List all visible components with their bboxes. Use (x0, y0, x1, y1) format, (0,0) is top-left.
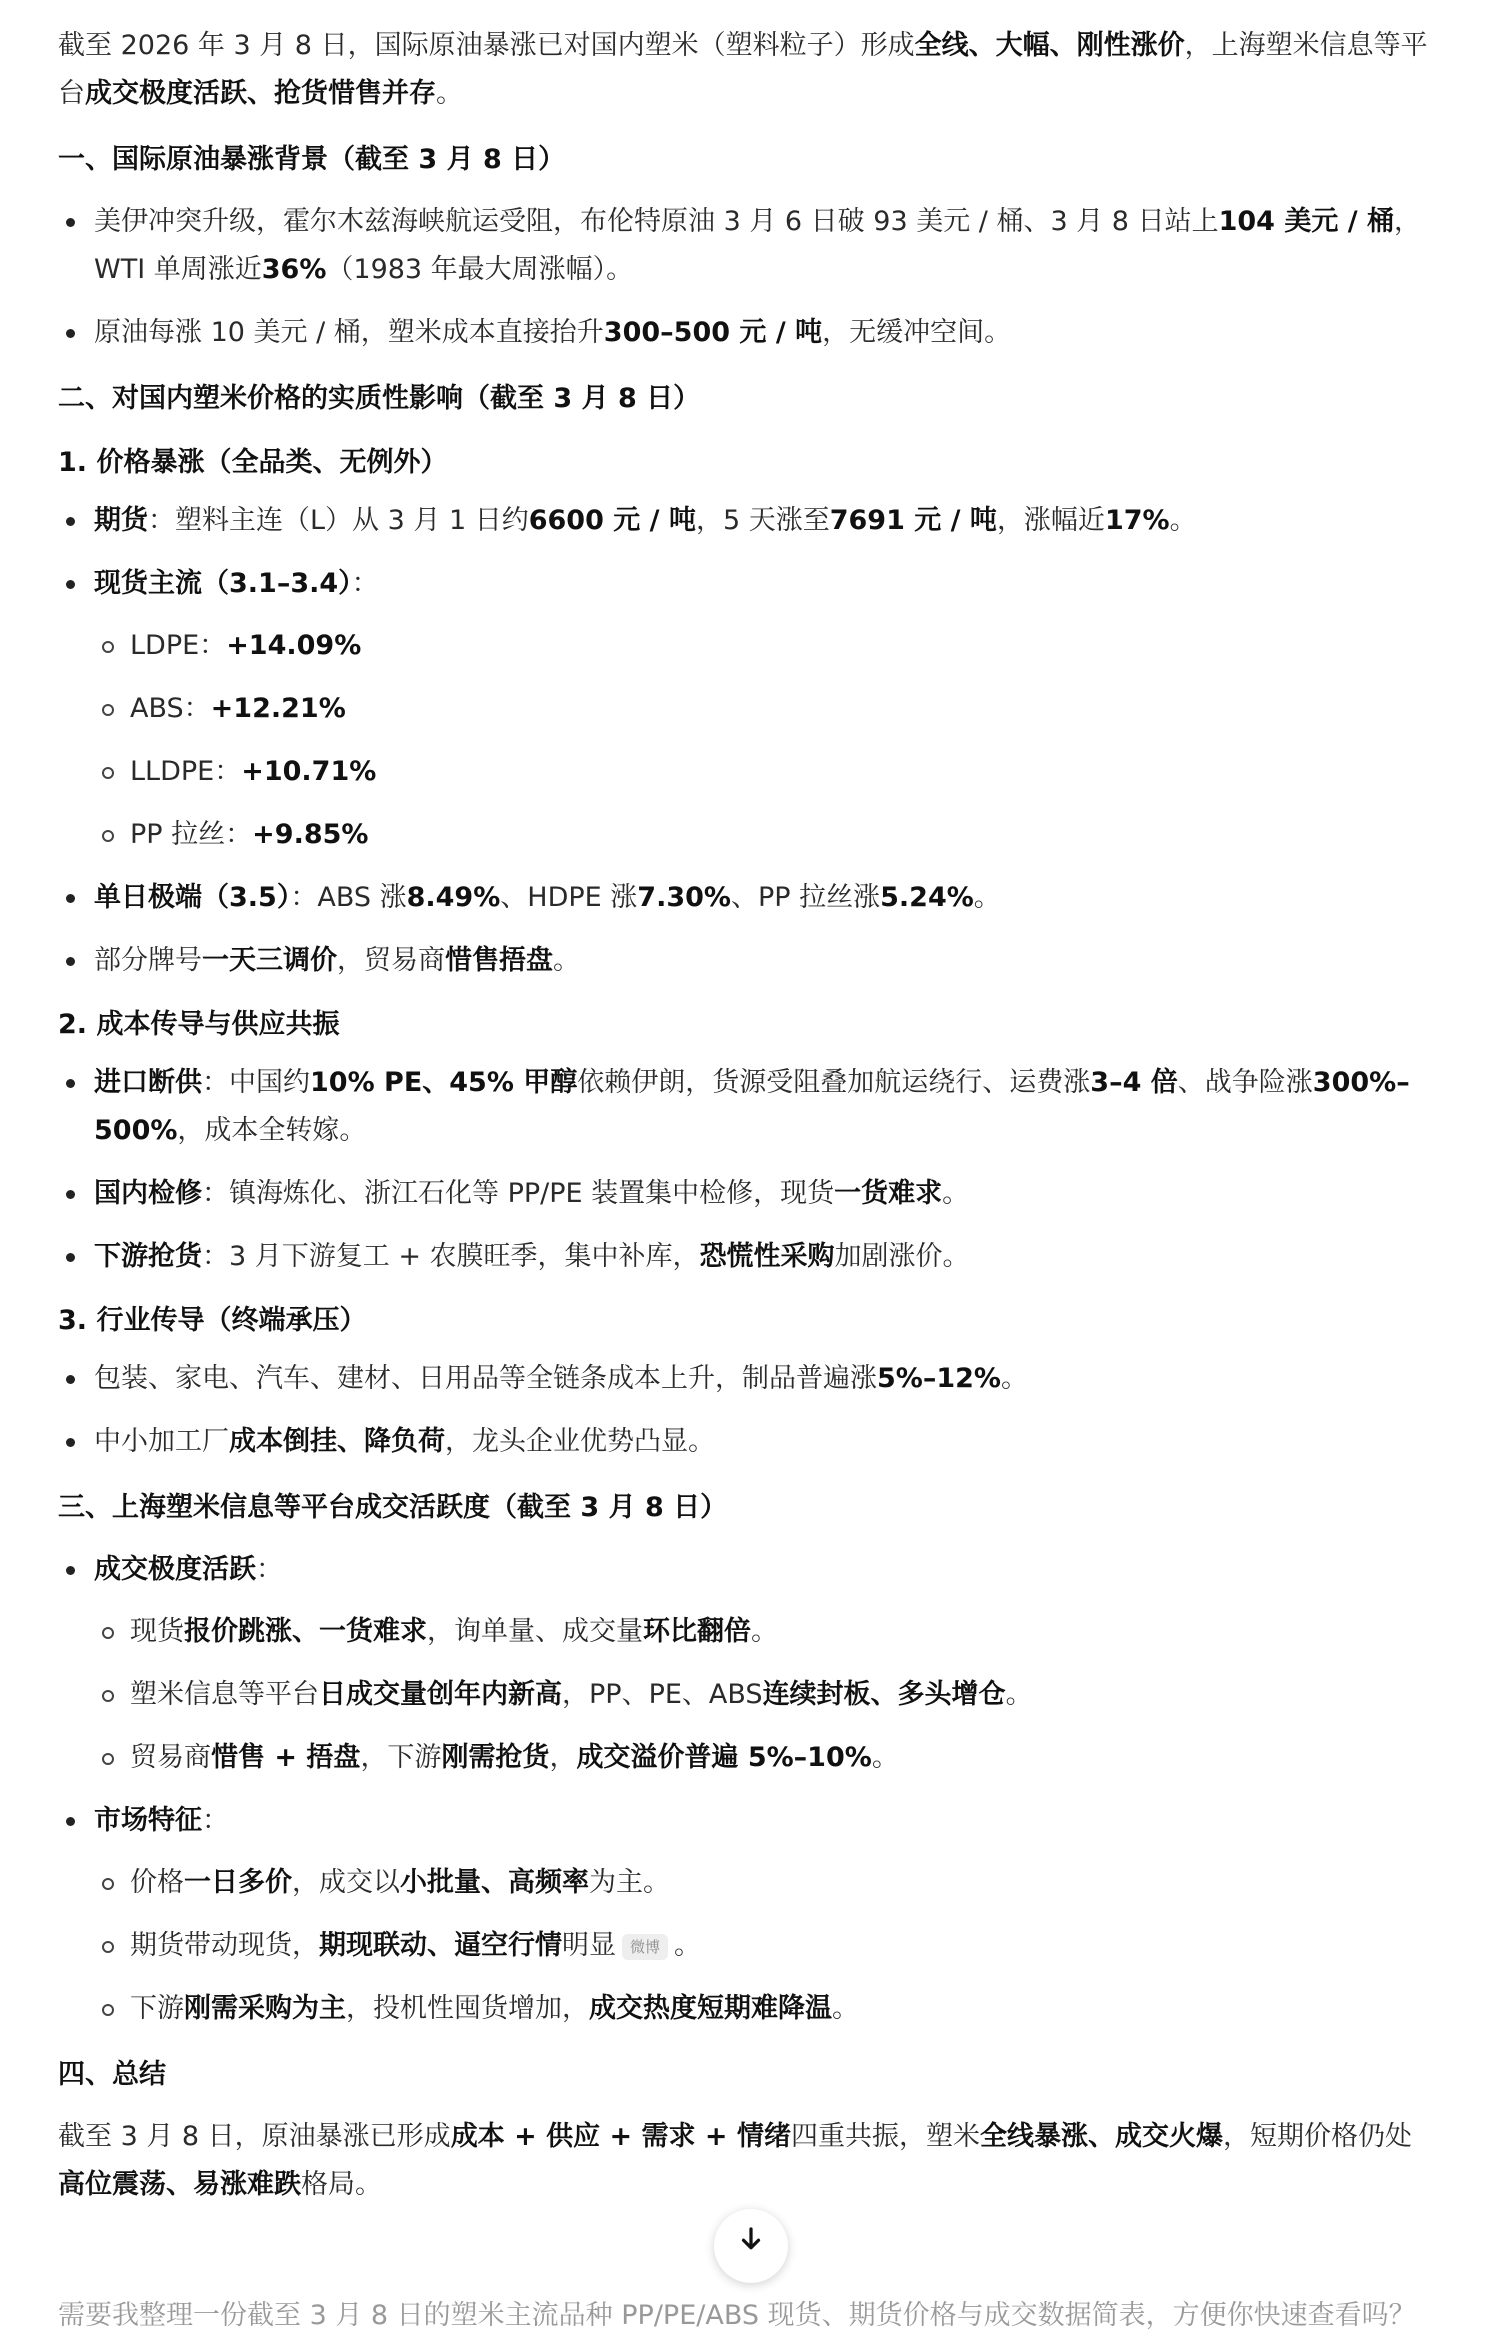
bold-text: 成交溢价普遍 5%–10% (576, 1742, 872, 1773)
text-segment: 价格 (130, 1867, 184, 1898)
text-segment: 。 (1000, 1363, 1028, 1394)
text-segment: 。 (674, 1930, 702, 1961)
bold-text: 成本倒挂、降负荷 (229, 1426, 445, 1457)
bold-text: +10.71% (241, 756, 377, 787)
bold-text: 全线暴涨、成交火爆 (979, 2121, 1223, 2152)
source-badge[interactable]: 微博 (622, 1934, 668, 1960)
text-segment: PP 拉丝： (130, 819, 253, 850)
list-item-brand (58, 937, 1438, 985)
text-segment: ，成交以 (292, 1867, 400, 1898)
bold-text: 单日极端（3.5） (94, 882, 291, 913)
bold-text: 环比翻倍 (643, 1616, 751, 1647)
list-item (58, 1418, 1438, 1466)
sublist-item (58, 1608, 1438, 1656)
bold-text: 高位震荡、易涨难跌 (58, 2169, 301, 2200)
text-segment: 。 (832, 1993, 859, 2024)
text-segment: 。 (1169, 505, 1197, 536)
text-segment: 、战争险涨 (1177, 1067, 1313, 1098)
bold-text: 一天三调价 (202, 945, 337, 976)
bold-text: 10% PE、45% 甲醇 (310, 1067, 578, 1098)
list-item-active (58, 1546, 1438, 1782)
text-segment: ，无缓冲空间。 (822, 317, 1012, 348)
text-segment: 、HDPE 涨 (500, 882, 638, 913)
document (58, 22, 1438, 2225)
section-4-title: 四、总结 (58, 2059, 166, 2090)
bold-text: 36% (261, 254, 327, 285)
bold-text: 3–4 倍 (1090, 1067, 1178, 1098)
text-segment: （1983 年最大周涨幅）。 (326, 254, 634, 285)
text-segment: ，WTI 单周涨近 (94, 206, 1421, 285)
bold-text: 7691 元 / 吨 (829, 505, 997, 536)
bold-text: 小批量、高频率 (400, 1867, 589, 1898)
text-segment: ，投机性囤货增加， (346, 1993, 589, 2024)
text-segment: 为主。 (589, 1867, 670, 1898)
bold-text: +12.21% (210, 693, 346, 724)
sublist-item (58, 748, 1438, 796)
bold-text: 刚需抢货 (441, 1742, 550, 1773)
text-segment: ，龙头企业优势凸显。 (445, 1426, 715, 1457)
list-item (58, 1233, 1438, 1281)
sublist-item (58, 1922, 1438, 1970)
scroll-down-button[interactable] (714, 2209, 788, 2283)
sublist-item (58, 1671, 1438, 1719)
text-segment: 中小加工厂 (94, 1426, 229, 1457)
bold-text: 连续封板、多头增仓 (762, 1679, 1006, 1710)
text-segment: ，询单量、成交量 (427, 1616, 643, 1647)
text-segment: ：中国约 (202, 1067, 310, 1098)
list-item-market (58, 1797, 1438, 2033)
text-segment: ，下游 (360, 1742, 442, 1773)
active-label (94, 1554, 283, 1585)
arrow-down-icon (736, 2222, 766, 2270)
text-segment: 明显 (562, 1930, 616, 1961)
section-2-title: 二、对国内塑米价格的实质性影响（截至 3 月 8 日） (58, 383, 701, 414)
text-segment: 包装、家电、汽车、建材、日用品等全链条成本上升，制品普遍涨 (94, 1363, 877, 1394)
text-segment: ， (549, 1742, 577, 1773)
bold-text: 成交极度活跃、抢货惜售并存 (85, 78, 436, 109)
text-segment: ：3 月下游复工 + 农膜旺季，集中补库， (202, 1241, 700, 1272)
bold-text: 现货主流（3.1–3.4） (94, 568, 352, 599)
subsection-2-2-list (58, 1059, 1438, 1281)
bold-text: 成本 + 供应 + 需求 + 情绪 (450, 2121, 791, 2152)
list-item (58, 198, 1438, 294)
text-segment: 。 (1005, 1679, 1033, 1710)
text-segment: ，成本全转嫁。 (177, 1115, 367, 1146)
list-item (58, 1059, 1438, 1155)
text-segment: 美伊冲突升级，霍尔木兹海峡航运受阻，布伦特原油 3 月 6 日破 93 美元 / 桶、3 月 8 日站上 (94, 206, 1219, 237)
text-segment: 。 (942, 1178, 970, 1209)
list-item (58, 1355, 1438, 1403)
list-item-extreme (58, 874, 1438, 922)
text-segment: 塑米信息等平台 (130, 1679, 319, 1710)
bold-text: 成交极度活跃 (94, 1554, 256, 1585)
section-1-title: 一、国际原油暴涨背景（截至 3 月 8 日） (58, 144, 566, 175)
section-3-title: 三、上海塑米信息等平台成交活跃度（截至 3 月 8 日） (58, 1492, 728, 1523)
list-item-spot (58, 560, 1438, 859)
bold-text: 8.49% (406, 882, 501, 913)
subsection-2-1-list (58, 497, 1438, 985)
text-segment: 。 (553, 945, 580, 976)
text-segment: 。 (871, 1742, 899, 1773)
text-segment: 四重共振，塑米 (790, 2121, 980, 2152)
spot-sublist (94, 622, 1438, 859)
intro-paragraph (58, 22, 1438, 118)
sublist-item (58, 811, 1438, 859)
text-segment: ，5 天涨至 (695, 505, 830, 536)
text-segment: 加剧涨价。 (834, 1241, 970, 1272)
bold-text: 下游抢货 (94, 1241, 202, 1272)
active-sublist (94, 1608, 1438, 1782)
text-segment: ，上海塑米信息等平台 (58, 30, 1428, 109)
bold-text: +14.09% (226, 630, 362, 661)
list-item (58, 1170, 1438, 1218)
text-segment: ：镇海炼化、浙江石化等 PP/PE 装置集中检修，现货 (202, 1178, 835, 1209)
subsection-2-3-list (58, 1355, 1438, 1466)
text-segment: ：塑料主连（L）从 3 月 1 日约 (148, 505, 529, 536)
text-segment: 。 (751, 1616, 778, 1647)
text-segment: ABS： (130, 693, 211, 724)
bold-text: 期现联动、逼空行情 (319, 1930, 562, 1961)
bold-text: 7.30% (637, 882, 731, 913)
text-segment: ，短期价格仍处 (1222, 2121, 1412, 2152)
text-segment: 、PP 拉丝涨 (730, 882, 881, 913)
text-segment: 截至 3 月 8 日，原油暴涨已形成 (58, 2121, 451, 2152)
text-segment: LLDPE： (130, 756, 242, 787)
bold-text: 恐慌性采购 (699, 1241, 835, 1272)
sublist-item (58, 685, 1438, 733)
summary-paragraph (58, 2113, 1438, 2209)
bold-text: 报价跳涨、一货难求 (184, 1616, 427, 1647)
bold-text: 期货 (94, 505, 148, 536)
market-label (94, 1805, 229, 1836)
text-segment: ： (202, 1805, 229, 1836)
text-segment: 现货 (130, 1616, 184, 1647)
text-segment: ，涨幅近 (996, 505, 1105, 536)
bold-text: 300–500 元 / 吨 (603, 317, 823, 348)
bold-text: 17% (1104, 505, 1170, 536)
sublist-item (58, 1859, 1438, 1907)
bold-text: 5%–12% (877, 1363, 1001, 1394)
bold-text: 惜售捂盘 (445, 945, 553, 976)
text-segment: ，贸易商 (337, 945, 445, 976)
list-item-futures (58, 497, 1438, 545)
bold-text: 成交热度短期难降温 (589, 1993, 832, 2024)
truncated-followup-text: 需要我整理一份截至 3 月 8 日的塑米主流品种 PP/PE/ABS 现货、期货价格与成交数据简表，方便你快速查看吗？ (58, 2300, 1416, 2331)
sublist-item (58, 622, 1438, 670)
text-segment: ，PP、PE、ABS (562, 1679, 763, 1710)
bold-text: 刚需采购为主 (184, 1993, 346, 2024)
text-segment: ：ABS 涨 (290, 882, 407, 913)
bold-text: 一货难求 (834, 1178, 943, 1209)
subsection-2-2-title: 2. 成本传导与供应共振 (58, 1009, 340, 1040)
text-segment: 。 (436, 78, 463, 109)
text-segment: 截至 2026 年 3 月 8 日，国际原油暴涨已对国内塑米（塑料粒子）形成 (58, 30, 915, 61)
bold-text: +9.85% (252, 819, 369, 850)
bold-text: 全线、大幅、刚性涨价 (914, 30, 1185, 61)
text-segment: 期货带动现货， (130, 1930, 319, 1961)
bold-text: 惜售 + 捂盘 (211, 1742, 361, 1773)
text-segment: 原油每涨 10 美元 / 桶，塑米成本直接抬升 (94, 317, 604, 348)
spot-label (94, 568, 379, 599)
text-segment: 下游 (130, 1993, 184, 2024)
subsection-2-3-title: 3. 行业传导（终端承压） (58, 1305, 367, 1336)
text-segment: 依赖伊朗，货源受阻叠加航运绕行、运费涨 (577, 1067, 1091, 1098)
text-segment: ： (256, 1554, 283, 1585)
list-item (58, 309, 1438, 357)
bold-text: 国内检修 (94, 1178, 202, 1209)
bold-text: 6600 元 / 吨 (528, 505, 696, 536)
bold-text: 104 美元 / 桶 (1218, 206, 1394, 237)
market-sublist (94, 1859, 1438, 2033)
bold-text: 日成交量创年内新高 (319, 1679, 562, 1710)
subsection-2-1-title: 1. 价格暴涨（全品类、无例外） (58, 447, 448, 478)
bold-text: 5.24% (880, 882, 974, 913)
bold-text: 进口断供 (94, 1067, 202, 1098)
bold-text: 300%–500% (94, 1067, 1410, 1146)
sublist-item (58, 1734, 1438, 1782)
text-segment: 部分牌号 (94, 945, 202, 976)
text-segment: 。 (973, 882, 1001, 913)
text-segment: LDPE： (130, 630, 227, 661)
section-1-list (58, 198, 1438, 357)
section-3-list (58, 1546, 1438, 2033)
bold-text: 市场特征 (94, 1805, 202, 1836)
sublist-item (58, 1985, 1438, 2033)
text-segment: ： (351, 568, 379, 599)
text-segment: 格局。 (301, 2169, 382, 2200)
bold-text: 一日多价 (184, 1867, 292, 1898)
text-segment: 贸易商 (130, 1742, 211, 1773)
